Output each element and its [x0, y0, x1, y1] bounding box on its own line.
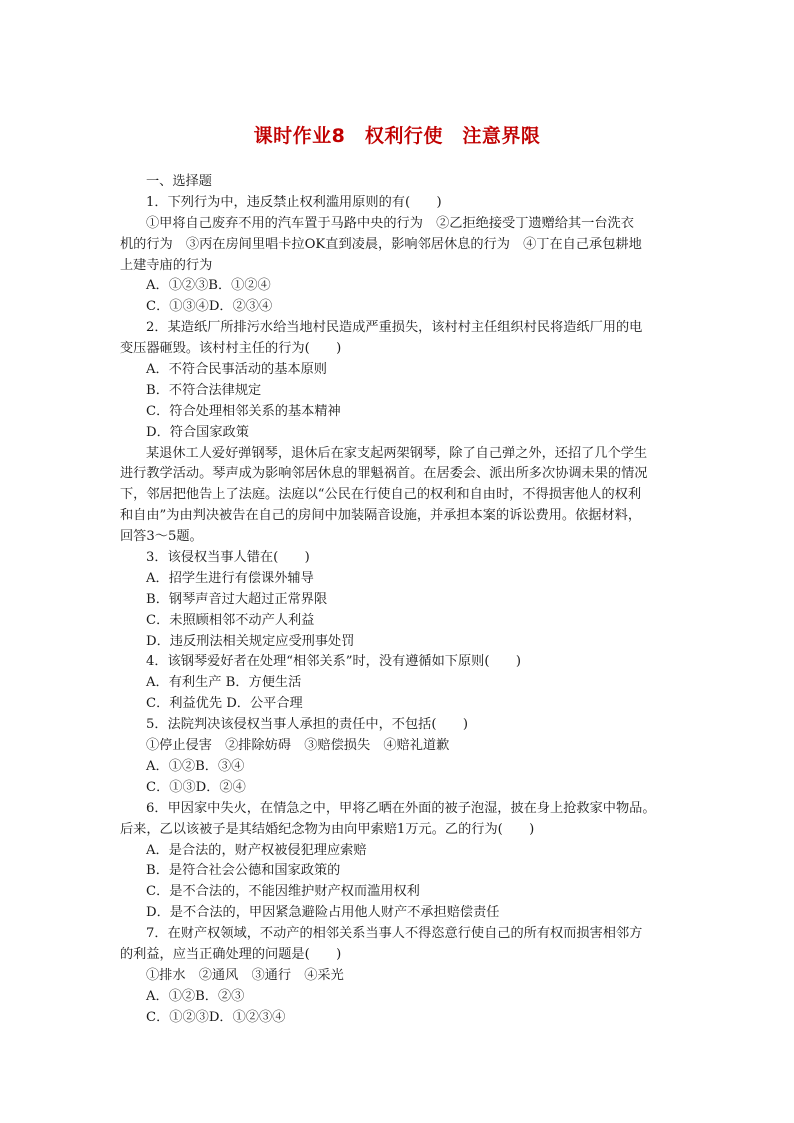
text-line: ①甲将自己废弃不用的汽车置于马路中央的行为 ②乙拒绝接受丁遗赠给其一台洗衣 [146, 215, 634, 231]
text-line: A．不符合民事活动的基本原则 [146, 362, 327, 378]
text-line: A．①②③B．①②④ [146, 278, 271, 294]
text-line: D．违反刑法相关规定应受刑事处罚 [146, 633, 355, 649]
text-line: 6．甲因家中失火，在情急之中，甲将乙晒在外面的被子泡湿，披在身上抢救家中物品。 [146, 800, 656, 816]
text-line: C．①③④D．②③④ [146, 299, 273, 315]
text-line: 进行教学活动。琴声成为影响邻居休息的罪魁祸首。在居委会、派出所多次协调未果的情况 [120, 466, 648, 482]
text-line: D．符合国家政策 [146, 424, 249, 440]
text-line: ①停止侵害 ②排除妨碍 ③赔偿损失 ④赔礼道歉 [146, 738, 450, 754]
text-line: 4．该钢琴爱好者在处理“相邻关系”时，没有遵循如下原则( ) [146, 654, 522, 670]
text-line: 和自由”为由判决被告在自己的房间中加装隔音设施，并承担本案的诉讼费用。依据材料， [120, 508, 642, 524]
text-line: 机的行为 ③丙在房间里唱卡拉OK直到凌晨，影响邻居休息的行为 ④丁在自己承包耕地 [120, 236, 642, 252]
text-line: A．①②B．③④ [146, 758, 245, 774]
text-line: C．是不合法的，不能因维护财产权而滥用权利 [146, 884, 420, 900]
text-line: C．符合处理相邻关系的基本精神 [146, 403, 341, 419]
text-line: C．未照顾相邻不动产人利益 [146, 612, 315, 628]
text-line: C．①③D．②④ [146, 779, 246, 795]
text-line: A．是合法的，财产权被侵犯理应索赔 [146, 842, 367, 858]
text-line: ①排水 ②通风 ③通行 ④采光 [146, 967, 344, 983]
text-line: 后来，乙以该被子是其结婚纪念物为由向甲索赔1万元。乙的行为( ) [120, 821, 535, 837]
text-line: B．是符合社会公德和国家政策的 [146, 863, 341, 879]
page-title: 课时作业8 权利行使 注意界限 [253, 125, 541, 147]
text-line: C．①②③D．①②③④ [146, 1009, 286, 1025]
text-line: 2．某造纸厂所排污水给当地村民造成严重损失，该村村主任组织村民将造纸厂用的电 [146, 320, 643, 336]
text-line: 上建寺庙的行为 [120, 257, 213, 273]
text-line: A．招学生进行有偿课外辅导 [146, 570, 314, 586]
text-line: A．①②B．②③ [146, 988, 245, 1004]
text-line: 一、选择题 [146, 174, 212, 189]
text-line: 下，邻居把他告上了法庭。法庭以“公民在行使自己的权利和自由时，不得损害他人的权利 [120, 487, 642, 503]
text-line: 5．法院判决该侵权当事人承担的责任中，不包括( ) [146, 717, 468, 733]
text-line: 3．该侵权当事人错在( ) [146, 550, 310, 566]
text-line: 回答3～5题。 [120, 529, 203, 545]
text-line: D．是不合法的，甲因紧急避险占用他人财产不承担赔偿责任 [146, 905, 500, 921]
text-line: 变压器砸毁。该村村主任的行为( ) [120, 341, 342, 357]
text-line: 的利益，应当正确处理的问题是( ) [120, 946, 342, 962]
text-line: 7．在财产权领域，不动产的相邻关系当事人不得恣意行使自己的所有权而损害相邻方 [146, 926, 643, 942]
text-line: A．有利生产 B．方便生活 [146, 675, 302, 691]
text-line: B．钢琴声音过大超过正常界限 [146, 591, 328, 607]
text-line: B．不符合法律规定 [146, 382, 262, 398]
text-line: C．利益优先 D．公平合理 [146, 696, 303, 712]
question-body [120, 172, 680, 1029]
text-line: 1．下列行为中，违反禁止权利滥用原则的有( ) [146, 194, 442, 210]
text-line: 某退休工人爱好弹钢琴，退休后在家支起两架钢琴，除了自己弹之外，还招了几个学生 [146, 445, 648, 461]
